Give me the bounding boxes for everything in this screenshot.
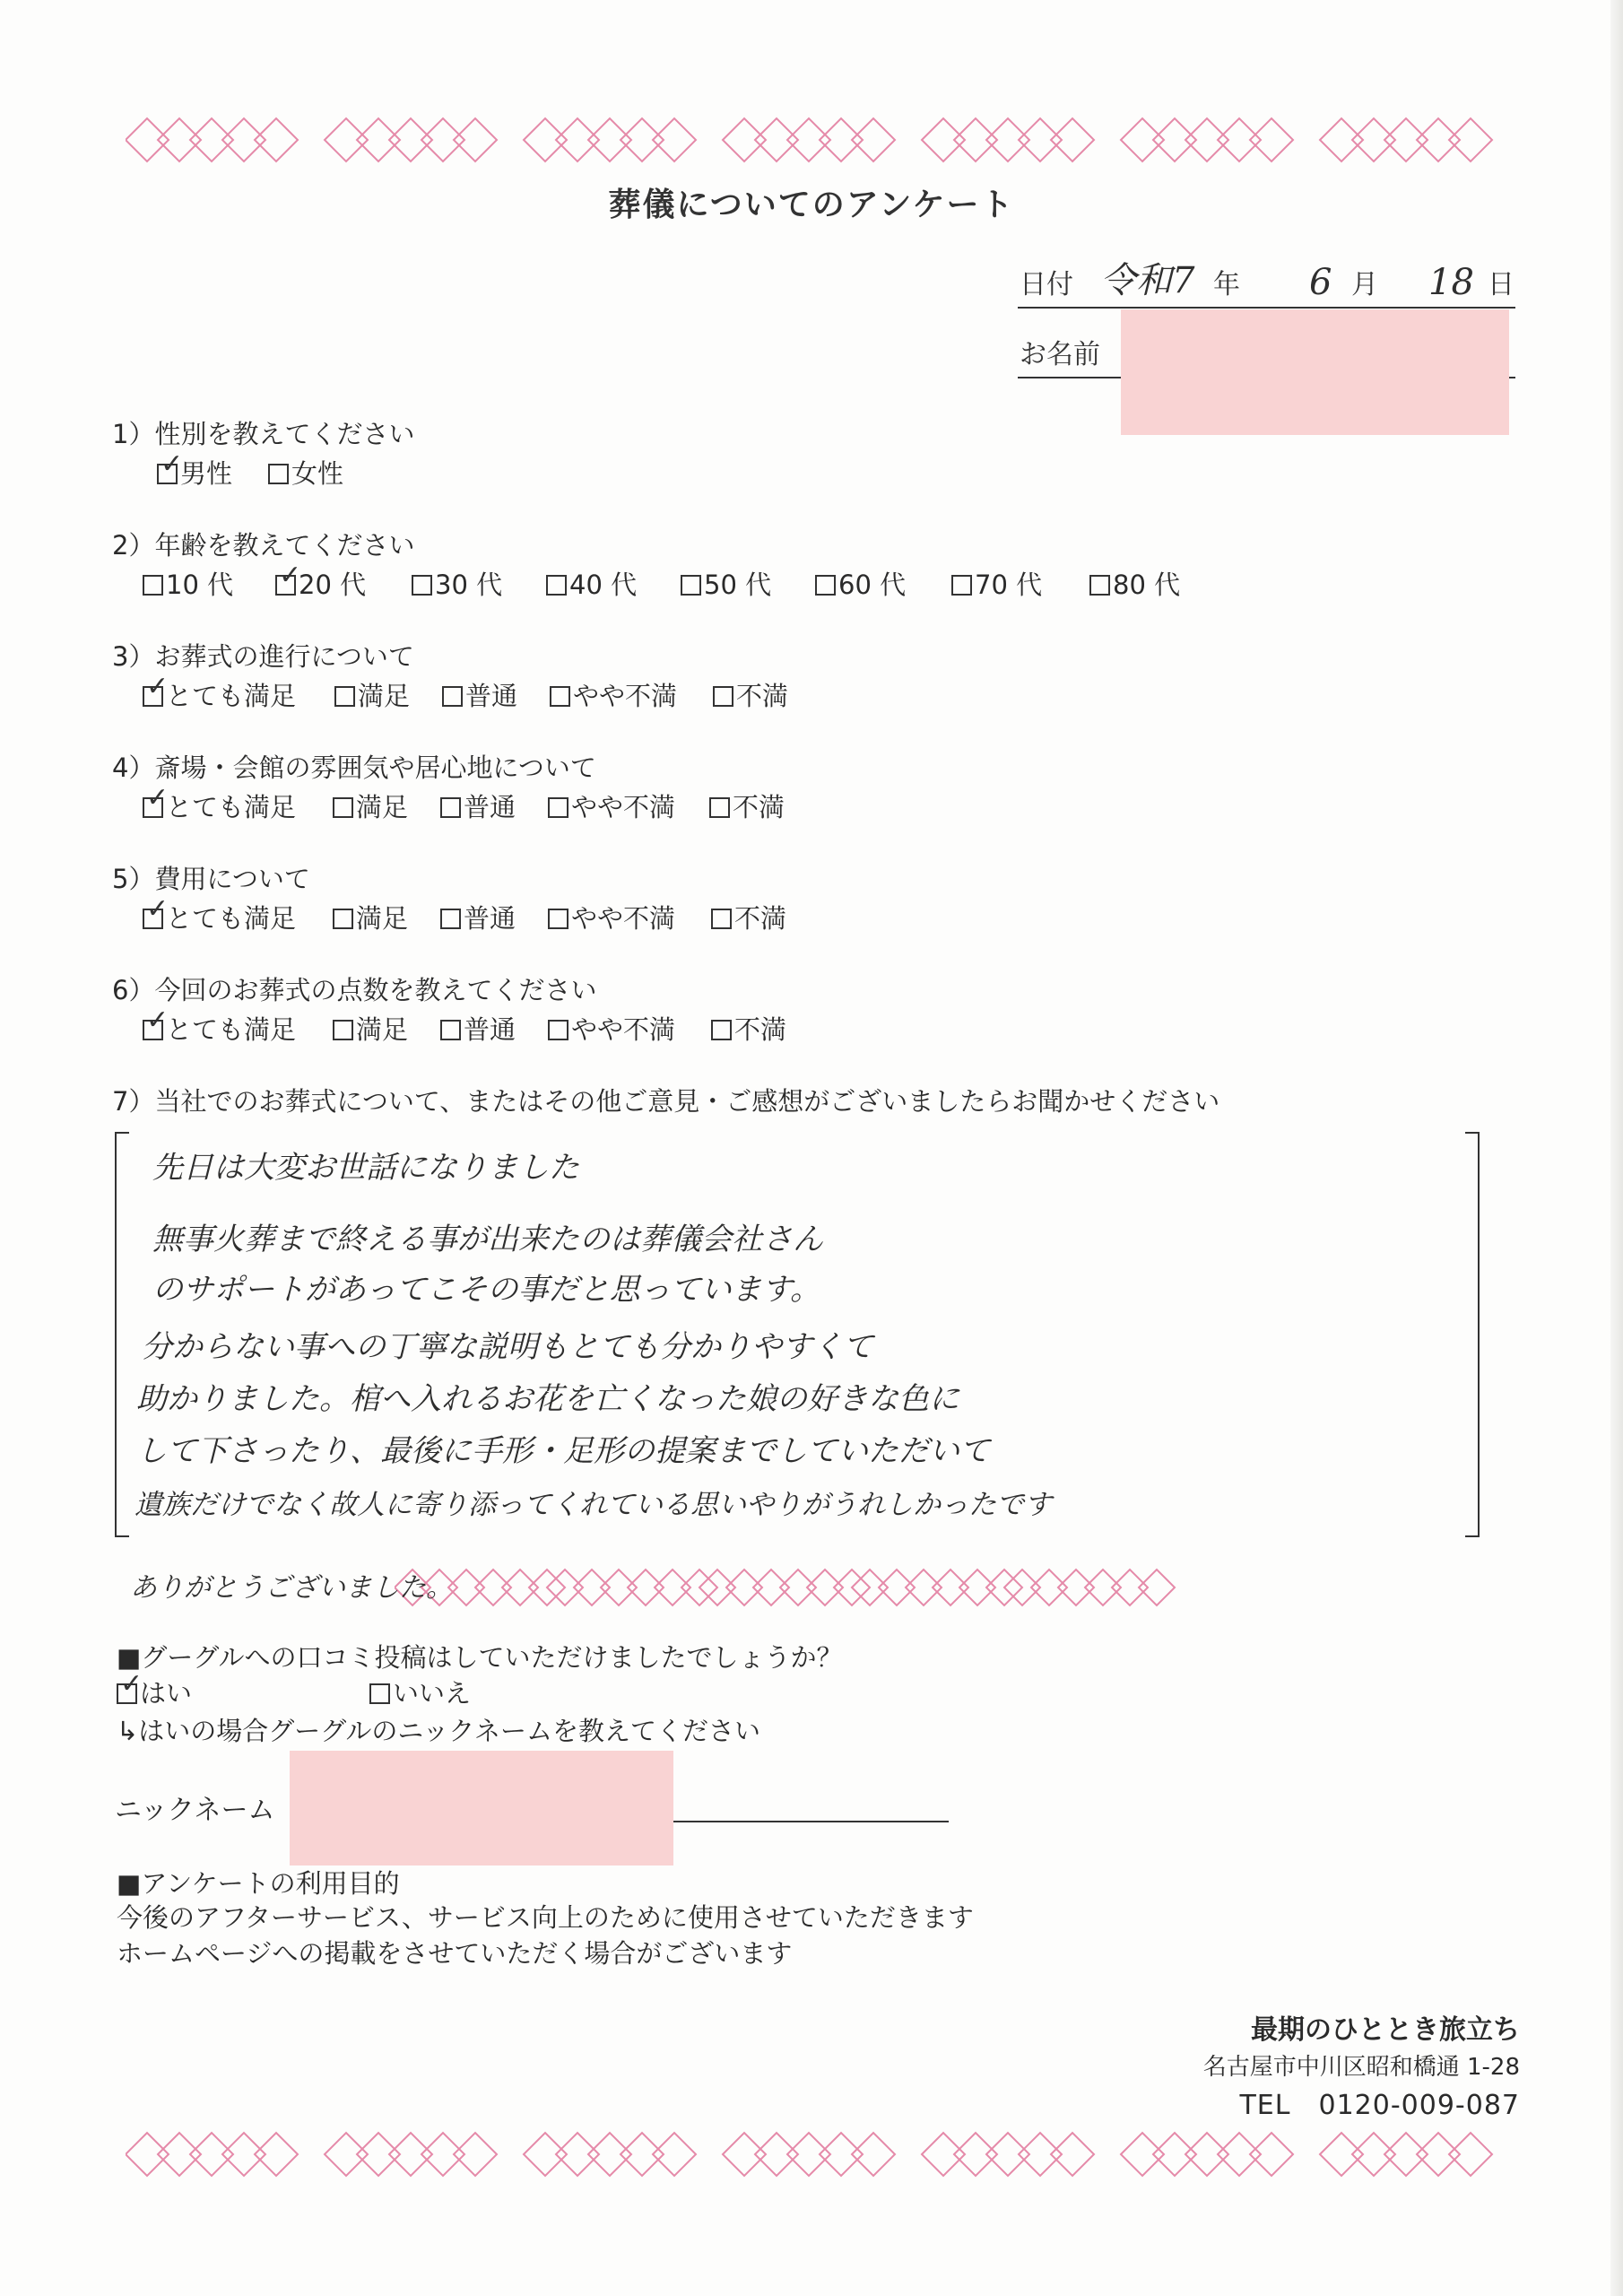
q6-option-very-satisfied[interactable]: ✓ とても満足: [143, 1010, 296, 1047]
checkbox: [713, 686, 733, 707]
checkbox: [711, 909, 732, 929]
company-name: 最期のひととき旅立ち: [1251, 2014, 1520, 2046]
nickname-prompt: ↳はいの場合グーグルのニックネームを教えてください: [117, 1716, 760, 1746]
q5-option-very-satisfied[interactable]: ✓ とても満足: [143, 899, 296, 935]
q1-question: 1）性別を教えてください: [112, 419, 415, 449]
q3-question: 3）お葬式の進行について: [112, 641, 414, 672]
q5-question: 5）費用について: [112, 864, 310, 894]
q4-option-dissatisfied[interactable]: 不満: [709, 787, 785, 824]
q6-option-somewhat-dissatisfied[interactable]: やや不満: [548, 1010, 675, 1047]
checkbox: [548, 909, 568, 929]
checkbox: [546, 575, 567, 596]
nickname-redaction: [290, 1751, 673, 1866]
nickname-label: ニックネーム: [115, 1795, 275, 1826]
purpose-line-2: ホームページへの掲載をさせていただく場合がございます: [117, 1938, 793, 1969]
q2-option-40s[interactable]: 40 代: [546, 565, 637, 602]
date-row: [1018, 260, 1515, 309]
google-review-option-no[interactable]: いいえ: [369, 1674, 471, 1710]
checkbox: [550, 686, 570, 707]
q6-question: 6）今回のお葬式の点数を教えてください: [112, 975, 597, 1005]
checkbox: [709, 797, 730, 818]
q2-option-20s[interactable]: ✓ 20 代: [275, 565, 366, 602]
checkbox-checked: ✓: [143, 909, 163, 929]
comment-line: 遺族だけでなく故人に寄り添ってくれている思いやりがうれしかったです: [135, 1489, 1052, 1521]
date-label: 日付: [1020, 269, 1073, 300]
purpose-heading: ■アンケートの利用目的: [117, 1868, 400, 1899]
comment-line: 助かりました。棺へ入れるお花を亡くなった娘の好きな色に: [136, 1381, 959, 1417]
q2-option-10s[interactable]: 10 代: [143, 565, 233, 602]
q3-option-satisfied[interactable]: 満足: [334, 676, 410, 713]
q6-option-neutral[interactable]: 普通: [440, 1010, 516, 1047]
year-unit: 年: [1213, 269, 1240, 300]
q2-option-60s[interactable]: 60 代: [815, 565, 906, 602]
purpose-line-1: 今後のアフターサービス、サービス向上のために使用させていただきます: [117, 1902, 974, 1933]
google-review-question: ■グーグルへの口コミ投稿はしていただけましたでしょうか？: [117, 1642, 843, 1673]
q2-option-70s[interactable]: 70 代: [951, 565, 1042, 602]
comment-line: 先日は大変お世話になりました: [152, 1150, 579, 1186]
comment-line: のサポートがあってこその事だと思っています。: [152, 1272, 820, 1308]
q2-option-30s[interactable]: 30 代: [412, 565, 502, 602]
checkbox: [440, 797, 461, 818]
checkbox: [548, 1020, 568, 1040]
q5-option-satisfied[interactable]: 満足: [333, 899, 408, 935]
checkbox: [442, 686, 463, 707]
q3-option-neutral[interactable]: 普通: [442, 676, 517, 713]
checkbox: [711, 1020, 732, 1040]
checkbox-checked: ✓: [143, 686, 163, 707]
day-handwritten: 18: [1428, 262, 1474, 303]
comment-line: 分からない事への丁寧な説明もとても分かりやすくて: [142, 1329, 873, 1365]
comment-line: 無事火葬まで終える事が出来たのは葬儀会社さん: [152, 1222, 823, 1257]
checkbox: [951, 575, 972, 596]
checkbox: [548, 797, 568, 818]
closing-thanks-handwritten: ありがとうございました。: [130, 1572, 453, 1604]
checkbox-checked: ✓: [275, 575, 296, 596]
checkbox: [334, 686, 355, 707]
q4-question: 4）斎場・会館の雰囲気や居心地について: [112, 752, 596, 783]
checkbox: [268, 464, 289, 484]
page-edge: [1610, 0, 1623, 2296]
checkbox-checked: ✓: [157, 464, 178, 484]
checkbox-checked: ✓: [117, 1683, 137, 1704]
checkbox: [369, 1683, 390, 1704]
checkbox: [143, 575, 163, 596]
top-diamond-border: [126, 106, 1524, 174]
q2-question: 2）年齢を教えてください: [112, 530, 415, 561]
q5-option-dissatisfied[interactable]: 不満: [711, 899, 786, 935]
company-address: 名古屋市中川区昭和橋通 1-28: [1202, 2054, 1520, 2081]
checkbox: [333, 797, 353, 818]
q7-question: 7）当社でのお葬式について、またはその他ご意見・ご感想がございましたらお聞かせください: [112, 1086, 1220, 1117]
day-unit: 日: [1488, 269, 1515, 300]
q3-option-very-satisfied[interactable]: ✓ とても満足: [143, 676, 296, 713]
q4-option-neutral[interactable]: 普通: [440, 787, 516, 824]
google-review-option-yes[interactable]: ✓ はい: [117, 1674, 192, 1710]
middle-diamond-border: [395, 1561, 1291, 1614]
q3-option-dissatisfied[interactable]: 不満: [713, 676, 788, 713]
q4-option-very-satisfied[interactable]: ✓ とても満足: [143, 787, 296, 824]
comment-line: して下さったり、最後に手形・足形の提案までしていただいて: [136, 1433, 990, 1469]
checkbox: [333, 1020, 353, 1040]
q4-option-somewhat-dissatisfied[interactable]: やや不満: [548, 787, 675, 824]
company-tel: TEL 0120-009-087: [1239, 2090, 1520, 2121]
survey-title: 葬儀についてのアンケート: [608, 187, 1015, 223]
checkbox: [412, 575, 432, 596]
date-era-handwritten: 令和7: [1100, 260, 1195, 301]
bottom-diamond-border: [126, 2120, 1524, 2188]
checkbox: [440, 909, 461, 929]
checkbox-checked: ✓: [143, 1020, 163, 1040]
month-handwritten: 6: [1309, 262, 1332, 303]
month-unit: 月: [1351, 269, 1378, 300]
checkbox: [333, 909, 353, 929]
name-redaction: [1121, 309, 1509, 435]
q3-option-somewhat-dissatisfied[interactable]: やや不満: [550, 676, 677, 713]
q6-option-dissatisfied[interactable]: 不満: [711, 1010, 786, 1047]
checkbox-checked: ✓: [143, 797, 163, 818]
q1-option-female[interactable]: 女性: [268, 454, 343, 491]
q5-option-neutral[interactable]: 普通: [440, 899, 516, 935]
q5-option-somewhat-dissatisfied[interactable]: やや不満: [548, 899, 675, 935]
name-label: お名前: [1020, 339, 1100, 370]
checkbox: [1089, 575, 1110, 596]
comment-box[interactable]: [115, 1132, 1480, 1537]
q2-option-80s[interactable]: 80 代: [1089, 565, 1180, 602]
q6-option-satisfied[interactable]: 満足: [333, 1010, 408, 1047]
q2-option-50s[interactable]: 50 代: [681, 565, 771, 602]
checkbox: [681, 575, 701, 596]
q4-option-satisfied[interactable]: 満足: [333, 787, 408, 824]
q1-option-male[interactable]: ✓ 男性: [157, 454, 232, 491]
checkbox: [440, 1020, 461, 1040]
checkbox: [815, 575, 836, 596]
